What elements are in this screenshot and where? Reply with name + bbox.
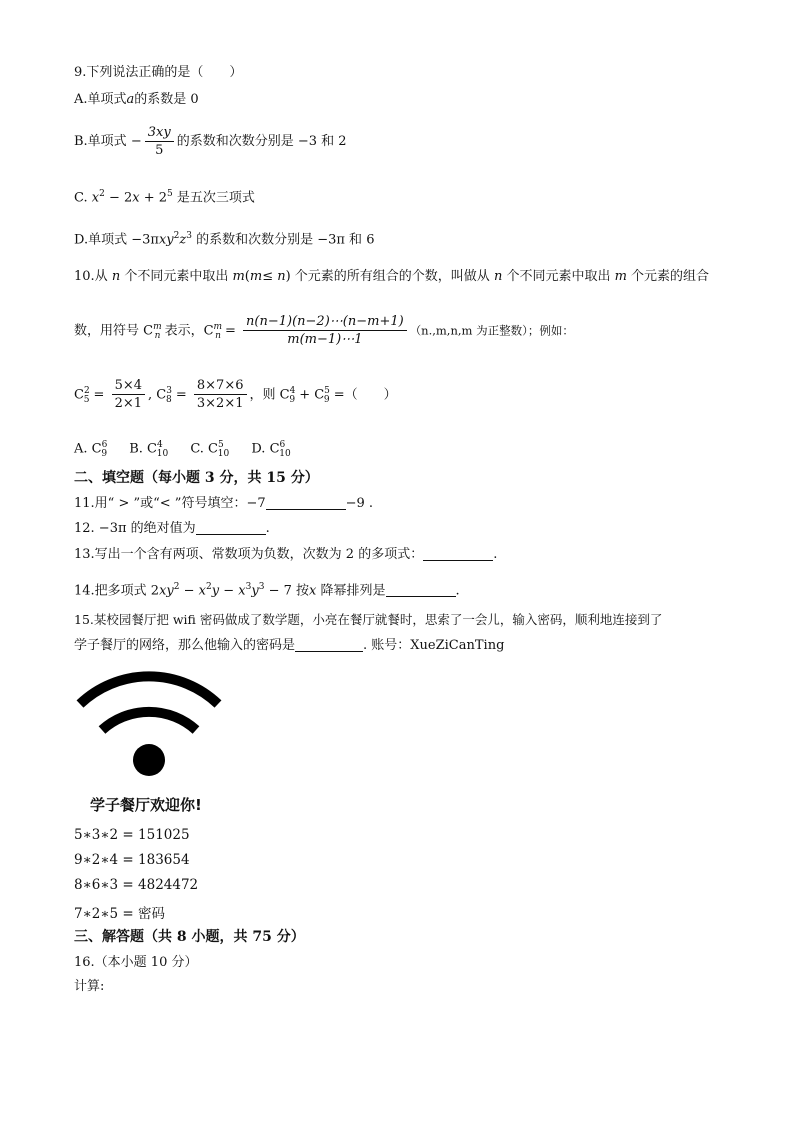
fraction: $\frac{3xy}{5}$ (145, 124, 174, 159)
q10-option-c: C. $C^5_{10}$ (190, 440, 230, 459)
answer-blank (423, 546, 493, 561)
example-fraction-1: $\frac{5\times 4}{2\times 1}$ (112, 377, 145, 412)
q10-options (74, 436, 309, 463)
q9-option-b: B.单项式 − $\frac{3xy}{5}$ 的系数和次数分别是 −3 和 2 (74, 125, 347, 158)
q14: 14.把多项式 $2xy^2 - x^2y - x^3y^3 - 7$ 按x 降幂排列是 . (74, 582, 460, 599)
q15-line2: 学子餐厅的网络，那么他输入的密码是 . 账号：XueZiCanTing (74, 638, 505, 653)
q15-line1: 15.某校园餐厅把 wifi 密码做成了数学题，小亮在餐厅就餐时，思索了一会儿，输入密码，顺利地连接到了 (74, 612, 663, 627)
q10-line1: 10.从 n 个不同元素中取出 m(m≤ n) 个元素的所有组合的个数，叫做从 n 个不同元素中取出 m 个元素的组合 (74, 269, 710, 284)
q9-option-a: A.单项式a的系数是 0 (74, 92, 199, 107)
q13: 13.写出一个含有两项、常数项为负数，次数为 2 的多项式： . (74, 547, 498, 562)
q16-heading: 16.（本小题 10 分） (74, 955, 198, 970)
q10-examples: $C^2_5$ = $\frac{5\times 4}{2\times 1}$ , $C^3_8$ = $\frac{8\times 7\times 6}{3\times 2\times 1}$ ，则 $C^4_9 + C^5_9$ =（ ） (74, 378, 397, 412)
q10-option-a: A. $C^6_9$ (74, 440, 108, 459)
wifi-caption: 学子餐厅欢迎你! (90, 796, 202, 814)
q11: 11.用“ > ”或“< ”符号填空：−7 −9 . (74, 496, 374, 511)
q10-line2: 数，用符号 $C^m_n$ 表示，$C^m_n$ = $\frac{n(n-1)(n-2)\cdots(n-m+1)}{m(m-1)\cdots 1}$ （n.,m,n,m 为正整数）；例如： (74, 314, 574, 348)
answer-blank (295, 637, 363, 652)
q12: 12. −3π 的绝对值为 . (74, 521, 270, 536)
section-3-heading: 三、解答题（共 8 小题，共 75 分） (74, 929, 305, 945)
section-2-heading: 二、填空题（每小题 3 分，共 15 分） (74, 470, 319, 486)
answer-blank (386, 582, 456, 597)
q16-instruction: 计算: (74, 979, 105, 994)
answer-blank (196, 520, 266, 535)
example-fraction-2: $\frac{8\times 7\times 6}{3\times 2\times 1}$ (194, 377, 247, 412)
q10-option-b: B. $C^4_{10}$ (129, 440, 169, 459)
q9-option-d: D.单项式 $-3\pi xy^2z^3$ 的系数和次数分别是 −3π 和 6 (74, 231, 375, 248)
combination-formula: $\frac{n(n-1)(n-2)\cdots(n-m+1)}{m(m-1)\cdots 1}$ (243, 313, 407, 348)
equation-2: 9∗2∗4 = 183654 (74, 852, 190, 868)
equation-4: 7∗2∗5 = 密码 (74, 906, 166, 922)
wifi-icon (74, 664, 224, 779)
equation-1: 5∗3∗2 = 151025 (74, 827, 190, 843)
answer-blank (266, 495, 346, 510)
q9-stem: 9.下列说法正确的是（ ） (74, 65, 243, 80)
q9-option-c: C. $x^2 - 2x + 2^5$ 是五次三项式 (74, 189, 255, 206)
q10-option-d: D. $C^6_{10}$ (251, 440, 291, 459)
equation-3: 8∗6∗3 = 4824472 (74, 877, 199, 893)
